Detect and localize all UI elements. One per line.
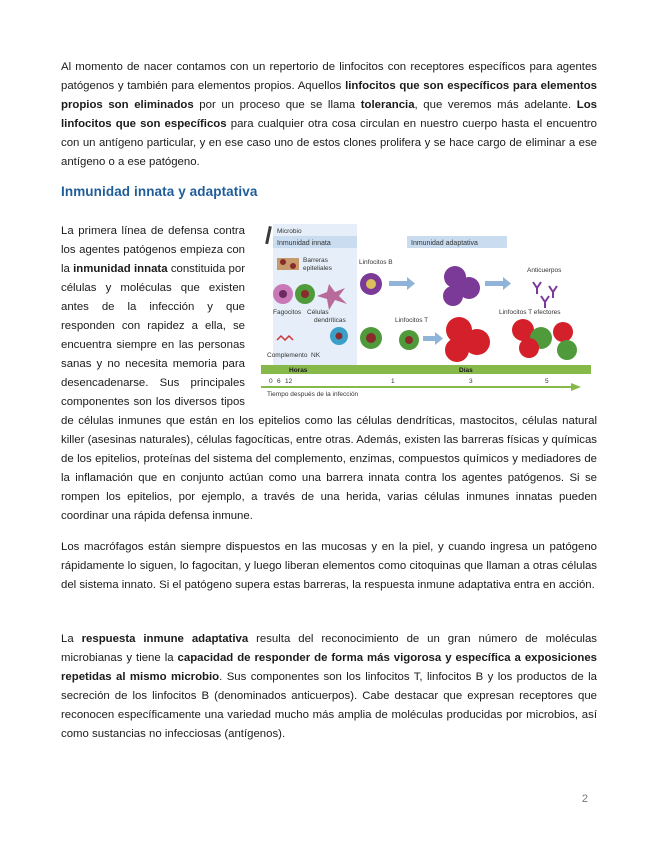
bold-text: inmunidad innata — [73, 263, 168, 275]
paragraph-text: La primera línea de defensa contra los agentes patógenos empieza con la — [61, 225, 245, 275]
nucleus-icon — [366, 333, 376, 343]
immunity-figure — [259, 222, 597, 398]
adaptive-title: Inmunidad adaptativa — [411, 240, 478, 247]
paragraph-macrophages: Los macrófagos están siempre dispuestos en las mucosas y en la piel, y cuando ingresa un patógeno rápidamente lo siguen, lo fagocitan, y luego liberan elementos como citoquinas que llaman a otras células del sistema innato. Si el patógeno supera estas barreras, la respuesta inmune adaptativa entra en acción. — [61, 541, 597, 591]
t-cell-icon — [553, 322, 573, 342]
time-arrow — [261, 386, 571, 388]
epithelial-barrier-icon — [277, 258, 299, 270]
immunity-diagram — [259, 222, 597, 398]
dendritic-label: Células — [307, 309, 329, 316]
t-cell-icon — [557, 340, 577, 360]
dendritic-label: dendríticas — [314, 317, 346, 324]
innate-immunity-section — [61, 222, 597, 526]
paragraph-text: . Sus componentes son los linfocitos T, linfocitos B y los productos de la secreción de los linfocitos B (denominados anticuerpos). Cabe destacar que expresan receptores que reconocen específicamente una variedad mucho más amplia de moléculas producidas por microbios, así como sustancias no infecciosas (antígenos). — [61, 671, 598, 740]
bold-text: tolerancia — [360, 99, 415, 111]
bold-text: capacidad de responder de forma más vigorosa y específica a exposiciones repetidas al mismo microbio — [61, 652, 598, 683]
antibody-icon — [541, 296, 549, 308]
innate-title: Inmunidad innata — [277, 240, 331, 247]
paragraph-intro — [61, 58, 597, 172]
effector-t-cells-label: Linfocitos T efectores — [499, 309, 561, 316]
microbe-label: Microbio — [277, 228, 302, 235]
pathogen-icon — [280, 259, 286, 265]
phagocytes-label: Fagocitos — [273, 309, 302, 316]
nucleus-icon — [336, 333, 343, 340]
t-cell-icon — [519, 338, 539, 358]
t-cell-icon — [445, 338, 469, 362]
arrow-icon — [407, 277, 415, 290]
hours-label: Horas — [289, 367, 308, 374]
barriers-label: Barreras — [303, 257, 328, 264]
paragraph-text: Al momento de nacer contamos con un repertorio de linfocitos con receptores específicos para agentes patógenos y también para elementos propios. Aquellos — [61, 61, 597, 92]
arrow-icon — [435, 332, 443, 345]
antibody-icon — [533, 282, 541, 294]
tick-label: 6 — [277, 378, 281, 385]
paragraph-text: para cualquier otra cosa circulan en nuestro cuerpo hasta el encuentro con un antígeno particular, y en ese caso uno de estos clones prolifera y se hace cargo de eliminar a ese antígeno o a ese patógeno. — [61, 118, 598, 168]
days-label: Días — [459, 367, 473, 374]
bold-text: linfocitos que son específicos para elementos propios son eliminados — [61, 80, 597, 111]
barriers-label: epiteliales — [303, 265, 332, 272]
tick-label: 3 — [469, 378, 473, 385]
microbe-icon — [265, 226, 272, 244]
nucleus-icon — [405, 336, 413, 344]
bold-text: respuesta inmune adaptativa — [81, 633, 249, 645]
antibody-icon — [549, 286, 557, 298]
b-cells-label: Linfocitos B — [359, 259, 393, 266]
arrow-icon — [503, 277, 511, 290]
paragraph-adaptive — [61, 630, 597, 744]
nk-label: NK — [311, 352, 321, 359]
tick-label: 12 — [285, 378, 293, 385]
nucleus-icon — [279, 290, 287, 298]
nucleus-icon — [366, 279, 376, 289]
nucleus-icon — [301, 290, 309, 298]
paragraph-text: resulta del reconocimiento de un gran número de moléculas microbianas y tiene la — [61, 633, 597, 664]
time-axis-label: Tiempo después de la infección — [267, 391, 359, 398]
b-cell-icon — [443, 286, 463, 306]
page-number: 2 — [581, 793, 588, 805]
paragraph-text: constituida por células y moléculas que existen antes de la infección y que responden con rapidez a ella, se encuentra siempre en las personas sanas y no necesita memoria para desencadenarse. Sus principales componentes son los diversos tipos de células inmunes que están en los epitelios como las células dendríticas, mastocitos, células natural killer (asesinas naturales), células fagocíticas, entre otras. Además, existen las barreras físicas y químicas de los epitelios, proteínas del sistema del complemento, enzimas, compuestos químicos y mediadores de la inflamación que en conjunto actúan como una barrera innata contra los agentes patógenos. Si se rompen los epitelios, por ejemplo, a través de una herida, varias células inmunes innatas pueden coordinar una rápida defensa inmune. — [61, 263, 597, 522]
paragraph-text: por un proceso que se llama — [193, 99, 361, 111]
arrow-icon — [423, 336, 435, 341]
paragraph-text: La — [61, 633, 82, 645]
paragraph-text: , que veremos más adelante. — [414, 99, 577, 111]
antibodies-label: Anticuerpos — [527, 267, 562, 274]
arrow-icon — [485, 281, 503, 286]
tick-label: 1 — [391, 378, 395, 385]
arrow-icon — [389, 281, 407, 286]
section-title: Inmunidad innata y adaptativa — [61, 184, 258, 199]
t-cells-label: Linfocitos T — [395, 317, 429, 324]
bold-text: Los linfocitos que son específicos — [61, 99, 597, 130]
time-arrow-head — [571, 383, 581, 391]
time-bar — [261, 365, 591, 374]
tick-label: 5 — [545, 378, 549, 385]
tick-label: 0 — [269, 378, 273, 385]
complement-label: Complemento — [267, 352, 308, 359]
pathogen-icon — [290, 263, 296, 269]
